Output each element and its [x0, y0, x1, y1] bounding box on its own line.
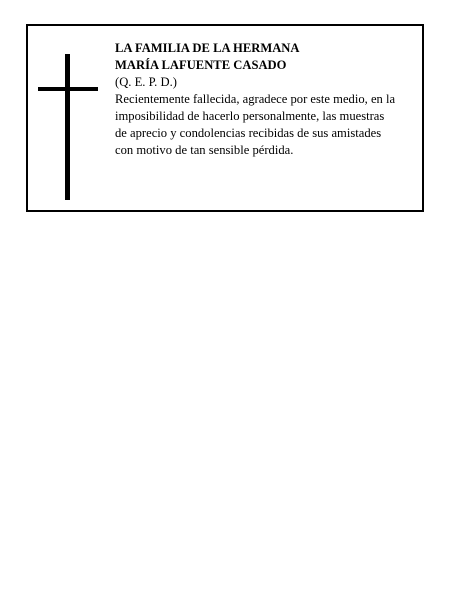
body-line-2: imposibilidad de hacerlo personalmente, las muestras: [115, 109, 385, 123]
cross-horizontal-bar: [38, 87, 98, 91]
heading-line-1: LA FAMILIA DE LA HERMANA: [115, 41, 300, 55]
body-line-3: de aprecio y condolencias recibidas de sus amistades: [115, 126, 382, 140]
body-line-4: con motivo de tan sensible pérdida.: [115, 143, 294, 157]
cross-icon: [38, 54, 98, 200]
qepd-text: (Q. E. P. D.): [115, 75, 177, 89]
notice-text: [115, 40, 420, 159]
body-line-1: Recientemente fallecida, agradece por este medio, en la: [115, 92, 396, 106]
cross-vertical-bar: [65, 54, 70, 200]
heading-line-2: MARÍA LAFUENTE CASADO: [115, 58, 287, 72]
obituary-notice: [26, 24, 424, 212]
